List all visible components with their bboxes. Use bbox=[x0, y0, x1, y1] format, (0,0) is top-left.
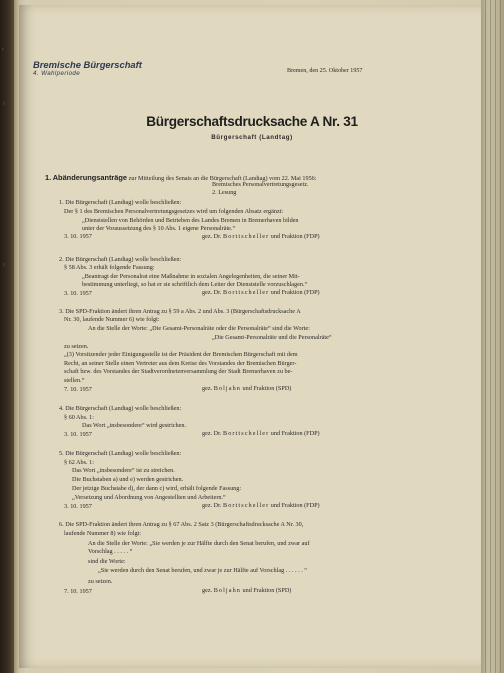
place-date: Bremen, den 25. Oktober 1957 bbox=[287, 68, 363, 74]
letterhead bbox=[33, 59, 142, 78]
margin-mark: r bbox=[2, 47, 4, 53]
motion-line: zu setzen. bbox=[88, 578, 113, 585]
motion-line: 3. Die SPD-Fraktion ändert ihren Antrag zu § 59 a Abs. 2 und Abs. 3 (Bürgerschaftsdrucksache A bbox=[59, 308, 301, 315]
motion-line: 2. Die Bürgerschaft (Landtag) wolle beschließen: bbox=[59, 256, 182, 263]
motion-line: § 62 Abs. 1: bbox=[64, 459, 94, 466]
motion-line: 6. Die SPD-Fraktion ändert ihren Antrag zu § 67 Abs. 2 Satz 3 (Bürgerschaftsdrucksache A Nr. 30, bbox=[59, 521, 304, 528]
motion-line: „Versetzung und Abordnung von Angestellten und Arbeitern.“ bbox=[72, 494, 226, 501]
motion-line: § 60 Abs. 1: bbox=[64, 414, 94, 421]
motion-line: laufende Nummer 8) wie folgt: bbox=[64, 530, 141, 537]
legislative-period: 4. Wahlperiode bbox=[33, 70, 81, 77]
assembly-name: Bremische Bürgerschaft bbox=[33, 59, 142, 70]
motion-line: 1. Die Bürgerschaft (Landtag) wolle beschließen: bbox=[59, 199, 182, 206]
motion-line: Das Wort „insbesondere“ ist zu streichen. bbox=[72, 467, 175, 474]
section-number: 1. bbox=[45, 173, 52, 182]
section-description: zur Mitteilung des Senats an die Bürgerschaft (Landtag) vom 22. Mai 1956: bbox=[128, 175, 317, 182]
section-description-2: Bremisches Personalvertretungsgesetz. bbox=[212, 181, 309, 188]
margin-mark: c bbox=[3, 262, 6, 268]
motion-line: „Dienststellen von Behörden und Betrieben des Landes Bremen in Bremerhaven bilden bbox=[82, 217, 299, 224]
motion-date: 3. 10. 1957 bbox=[64, 233, 92, 240]
section-title: Abänderungsanträge bbox=[52, 173, 128, 182]
section-reading: 2. Lesung bbox=[212, 189, 237, 196]
motion-date: 7. 10. 1957 bbox=[64, 386, 92, 393]
motion-line: bestimmung unterliegt, so hat er sie schriftlich dem Leiter der Dienststelle vorzuschlagen.“ bbox=[82, 281, 308, 288]
motion-line: schaft bzw. des Vorstandes der Stadtverordnetenversammlung der Stadt Bremerhaven zu be- bbox=[64, 368, 293, 375]
motion-date: 3. 10. 1957 bbox=[64, 290, 92, 297]
motion-line: sind die Worte: bbox=[88, 558, 126, 565]
motion-line: stellen.“ bbox=[64, 377, 85, 384]
motion-signature: gez. Dr. Borttscheller und Fraktion (FDP) bbox=[202, 289, 320, 296]
motion-line: Vorschlag . . . . . “ bbox=[88, 548, 133, 555]
motion-signature: gez. Dr. Borttscheller und Fraktion (FDP) bbox=[202, 233, 320, 240]
motion-line: 5. Die Bürgerschaft (Landtag) wolle beschließen: bbox=[59, 450, 182, 457]
motion-line: Recht, an seiner Stelle einen Vertreter aus dem Kreise des Vorstandes der Bremischen Bürger- bbox=[64, 360, 297, 367]
motion-date: 3. 10. 1957 bbox=[64, 431, 92, 438]
motion-signature: gez. Dr. Borttscheller und Fraktion (FDP) bbox=[202, 502, 320, 509]
motion-line: An die Stelle der Worte: „Die Gesamt-Personalräte oder die Personalräte“ sind die Worte: bbox=[88, 325, 310, 332]
motion-date: 7. 10. 1957 bbox=[64, 588, 92, 595]
motion-line: 4. Die Bürgerschaft (Landtag) wolle beschließen: bbox=[59, 405, 182, 412]
motion-line: „Sie werden durch den Senat berufen, und zwar je zur Hälfte auf Vorschlag . . . . . . “ bbox=[98, 567, 308, 574]
page-stack-edge bbox=[481, 0, 504, 673]
document-subtitle: Bürgerschaft (Landtag) bbox=[211, 134, 293, 141]
motion-line: § 58 Abs. 3 erhält folgende Fassung: bbox=[64, 264, 155, 271]
motion-line: Nr. 30, laufende Nummer 6) wie folgt: bbox=[64, 316, 160, 323]
motion-line: Das Wort „insbesondere“ wird gestrichen. bbox=[82, 422, 187, 429]
document-title: Bürgerschaftsdrucksache A Nr. 31 bbox=[146, 114, 358, 129]
motion-line: unter der Voraussetzung des § 10 Abs. 1 eigene Personalräte.“ bbox=[82, 225, 236, 232]
motion-line: zu setzen. bbox=[64, 343, 89, 350]
motion-date: 3. 10. 1957 bbox=[64, 503, 92, 510]
motion-line: „Beantragt der Personalrat eine Maßnahme in sozialen Angelegenheiten, die seiner Mit- bbox=[82, 273, 300, 280]
motion-signature: gez. Boljahn und Fraktion (SPD) bbox=[202, 587, 292, 594]
motion-signature: gez. Dr. Borttscheller und Fraktion (FDP) bbox=[202, 430, 320, 437]
motion-line: An die Stelle der Worte: „Sie werden je zur Hälfte durch den Senat berufen, und zwar auf bbox=[88, 540, 310, 547]
motion-line: „Die Gesamt-Personalräte und die Personalräte“ bbox=[212, 334, 332, 341]
motion-line: Die Buchstaben a) und e) werden gestrichen. bbox=[72, 476, 184, 483]
motion-line: „(3) Vorsitzender jeder Einigungsstelle ist der Präsident der Bremischen Bürgerschaft mit dem bbox=[64, 351, 298, 358]
motion-line: Der jetzige Buchstabe d), der dann c) wird, erhält folgende Fassung: bbox=[72, 485, 242, 492]
margin-mark: r bbox=[3, 101, 5, 107]
motion-line: Der § 1 des Bremischen Personalvertretungsgesetzes wird um folgenden Absatz ergänzt: bbox=[64, 208, 284, 215]
motion-signature: gez. Boljahn und Fraktion (SPD) bbox=[202, 385, 292, 392]
